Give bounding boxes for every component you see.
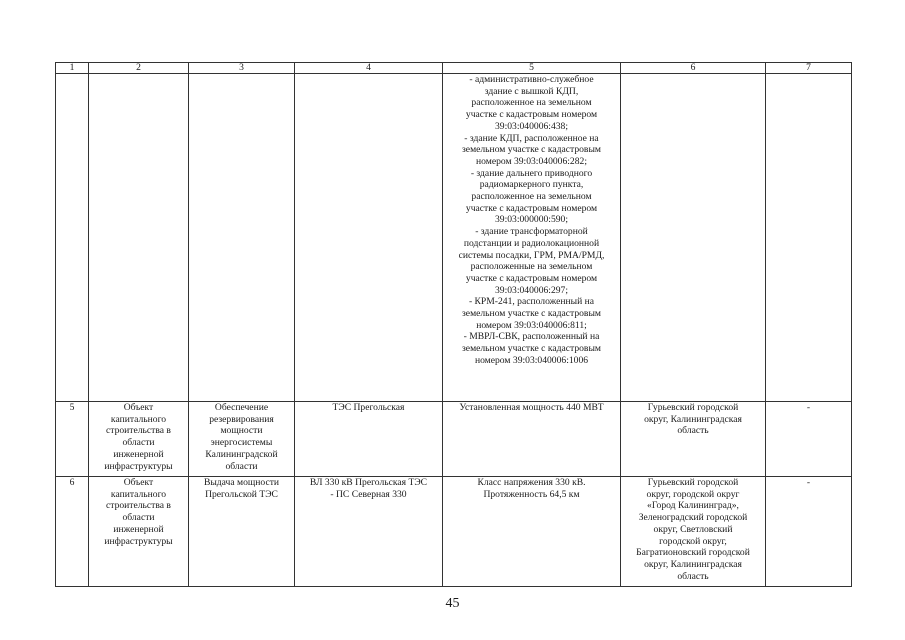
characteristics-cell: Установленная мощность 440 МВТ xyxy=(443,402,621,477)
column-number: 5 xyxy=(443,63,621,74)
table-row xyxy=(56,402,852,477)
table-row xyxy=(56,477,852,587)
notes-cell: - xyxy=(766,477,852,587)
table-cell xyxy=(189,74,295,402)
row-number-cell: 6 xyxy=(56,477,89,587)
column-number: 2 xyxy=(89,63,189,74)
location-cell: Гурьевский городской округ, Калининградская область xyxy=(621,402,766,477)
characteristics-text: - административно-служебное здание с вышкой КДП, расположенное на земельном участке с кадастровым номером 39:03:040006:438; - здание КДП, расположенное на земельном участке с кадастровым номером 39:03:040006:282; - здание дальнего приводного радиомаркерного пункта, расположенное на земельном участке с кадастровым номером 39:03:000000:590; - здание трансформаторной подстанции и радиолокационной системы посадки, ГРМ, РМА/РМД, расположенные на земельном участке с кадастровым номером 39:03:040006:297; - КРМ-241, расположенный на земельном участке с кадастровым номером 39:03:040006:811; - МВРЛ-СВК, расположенный на земельном участке с кадастровым номером 39:03:040006:1006 xyxy=(458,74,605,366)
table-cell xyxy=(295,74,443,402)
table-cell xyxy=(621,74,766,402)
object-name-cell: ТЭС Прегольская xyxy=(295,402,443,477)
document-table xyxy=(55,62,852,587)
object-type-cell: Объект капитального строительства в области инженерной инфраструктуры xyxy=(89,402,189,477)
object-type-cell: Объект капитального строительства в области инженерной инфраструктуры xyxy=(89,477,189,587)
table-cell xyxy=(56,74,89,402)
location-cell: Гурьевский городской округ, городской округ «Город Калининград», Зеленоградский городской округ, Светловский городской округ, Багратионовский городской округ, Калининградская область xyxy=(621,477,766,587)
table-cell-characteristics xyxy=(443,74,621,402)
column-number: 7 xyxy=(766,63,852,74)
table-row-continuation xyxy=(56,74,852,402)
column-number-row xyxy=(56,63,852,74)
column-number: 1 xyxy=(56,63,89,74)
column-number: 6 xyxy=(621,63,766,74)
purpose-cell: Обеспечение резервирования мощности энергосистемы Калининградской области xyxy=(189,402,295,477)
characteristics-cell: Класс напряжения 330 кВ. Протяженность 64,5 км xyxy=(443,477,621,587)
column-number: 3 xyxy=(189,63,295,74)
column-number: 4 xyxy=(295,63,443,74)
row-number-cell: 5 xyxy=(56,402,89,477)
purpose-cell: Выдача мощности Прегольской ТЭС xyxy=(189,477,295,587)
object-name-cell: ВЛ 330 кВ Прегольская ТЭС - ПС Северная 330 xyxy=(295,477,443,587)
table-cell xyxy=(766,74,852,402)
page-number: 45 xyxy=(445,596,460,611)
notes-cell: - xyxy=(766,402,852,477)
table-cell xyxy=(89,74,189,402)
